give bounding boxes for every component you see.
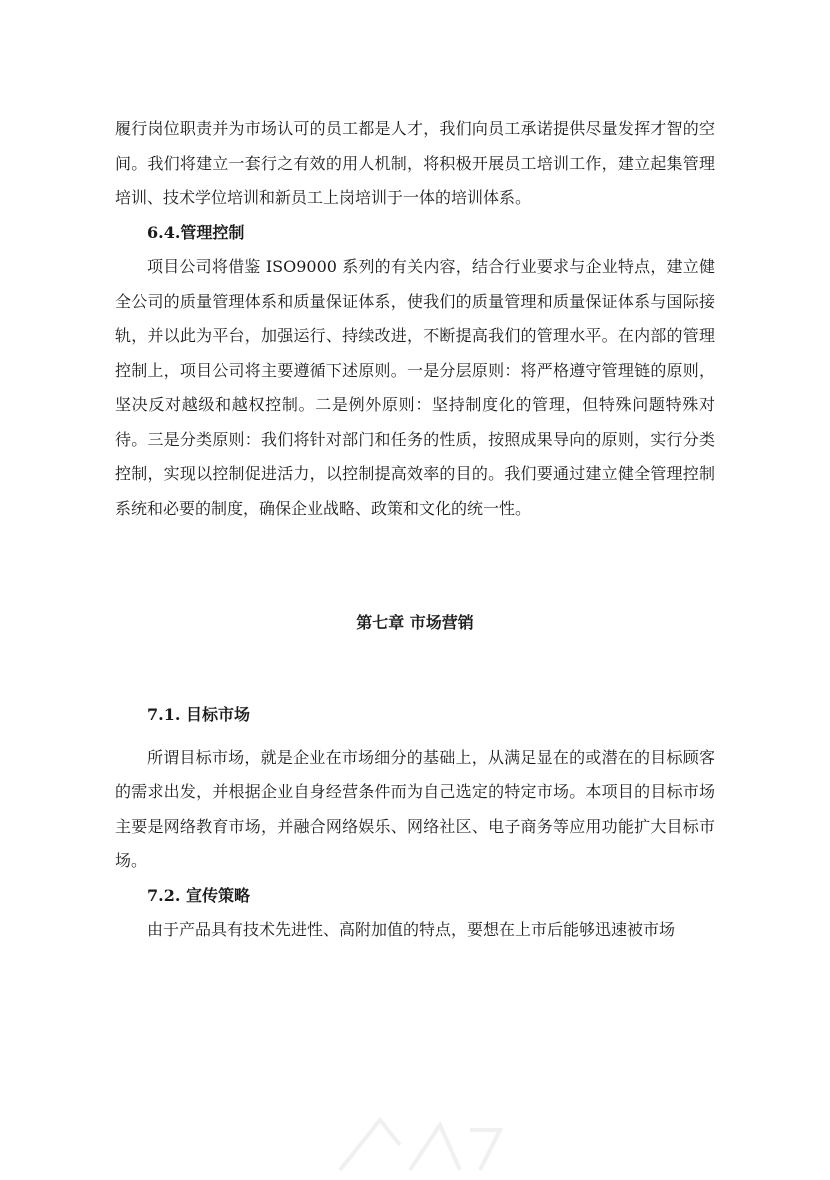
- chapter-title: 第七章 市场营销: [356, 613, 474, 632]
- section-heading-7-2: 7.2. 宣传策略: [147, 885, 250, 905]
- section-heading-6-4: 6.4.管理控制: [147, 222, 245, 242]
- paragraph-promotion-strategy: 由于产品具有技术先进性、高附加值的特点，要想在上市后能够迅速被市场: [147, 920, 676, 939]
- paragraph-target-market: 所谓目标市场，就是企业在市场细分的基础上，从满足显在的或潜在的目标顾客的需求出发，并根据企业自身经营条件而为自己选定的特定市场。本项目的目标市场主要是网络教育市场，并融合网络娱乐、网络社区、电子商务等应用功能扩大目标市场。: [115, 747, 715, 870]
- watermark-logo-icon: [320, 1100, 520, 1180]
- paragraph-management-control: 项目公司将借鉴 ISO9000 系列的有关内容，结合行业要求与企业特点，建立健全公司的质量管理体系和质量保证体系，使我们的质量管理和质量保证体系与国际接轨，并以此为平台，加强运行、持续改进，不断提高我们的管理水平。在内部的管理控制上，项目公司将主要遵循下述原则。一是分层原则：将严格遵守管理链的原则，坚决反对越级和越权控制。二是例外原则：坚持制度化的管理，但特殊问题特殊对待。三是分类原则：我们将针对部门和任务的性质，按照成果导向的原则，实行分类控制，实现以控制促进活力，以控制提高效率的目的。我们要通过建立健全管理控制系统和必要的制度，确保企业战略、政策和文化的统一性。: [115, 257, 715, 518]
- section-heading-7-1: 7.1. 目标市场: [147, 705, 250, 724]
- document-body: [115, 112, 715, 948]
- paragraph-employee-training: 履行岗位职责并为市场认可的员工都是人才，我们向员工承诺提供尽量发挥才智的空间。我们将建立一套行之有效的用人机制，将积极开展员工培训工作，建立起集管理培训、技术学位培训和新员工上岗培训于一体的培训体系。: [115, 119, 715, 207]
